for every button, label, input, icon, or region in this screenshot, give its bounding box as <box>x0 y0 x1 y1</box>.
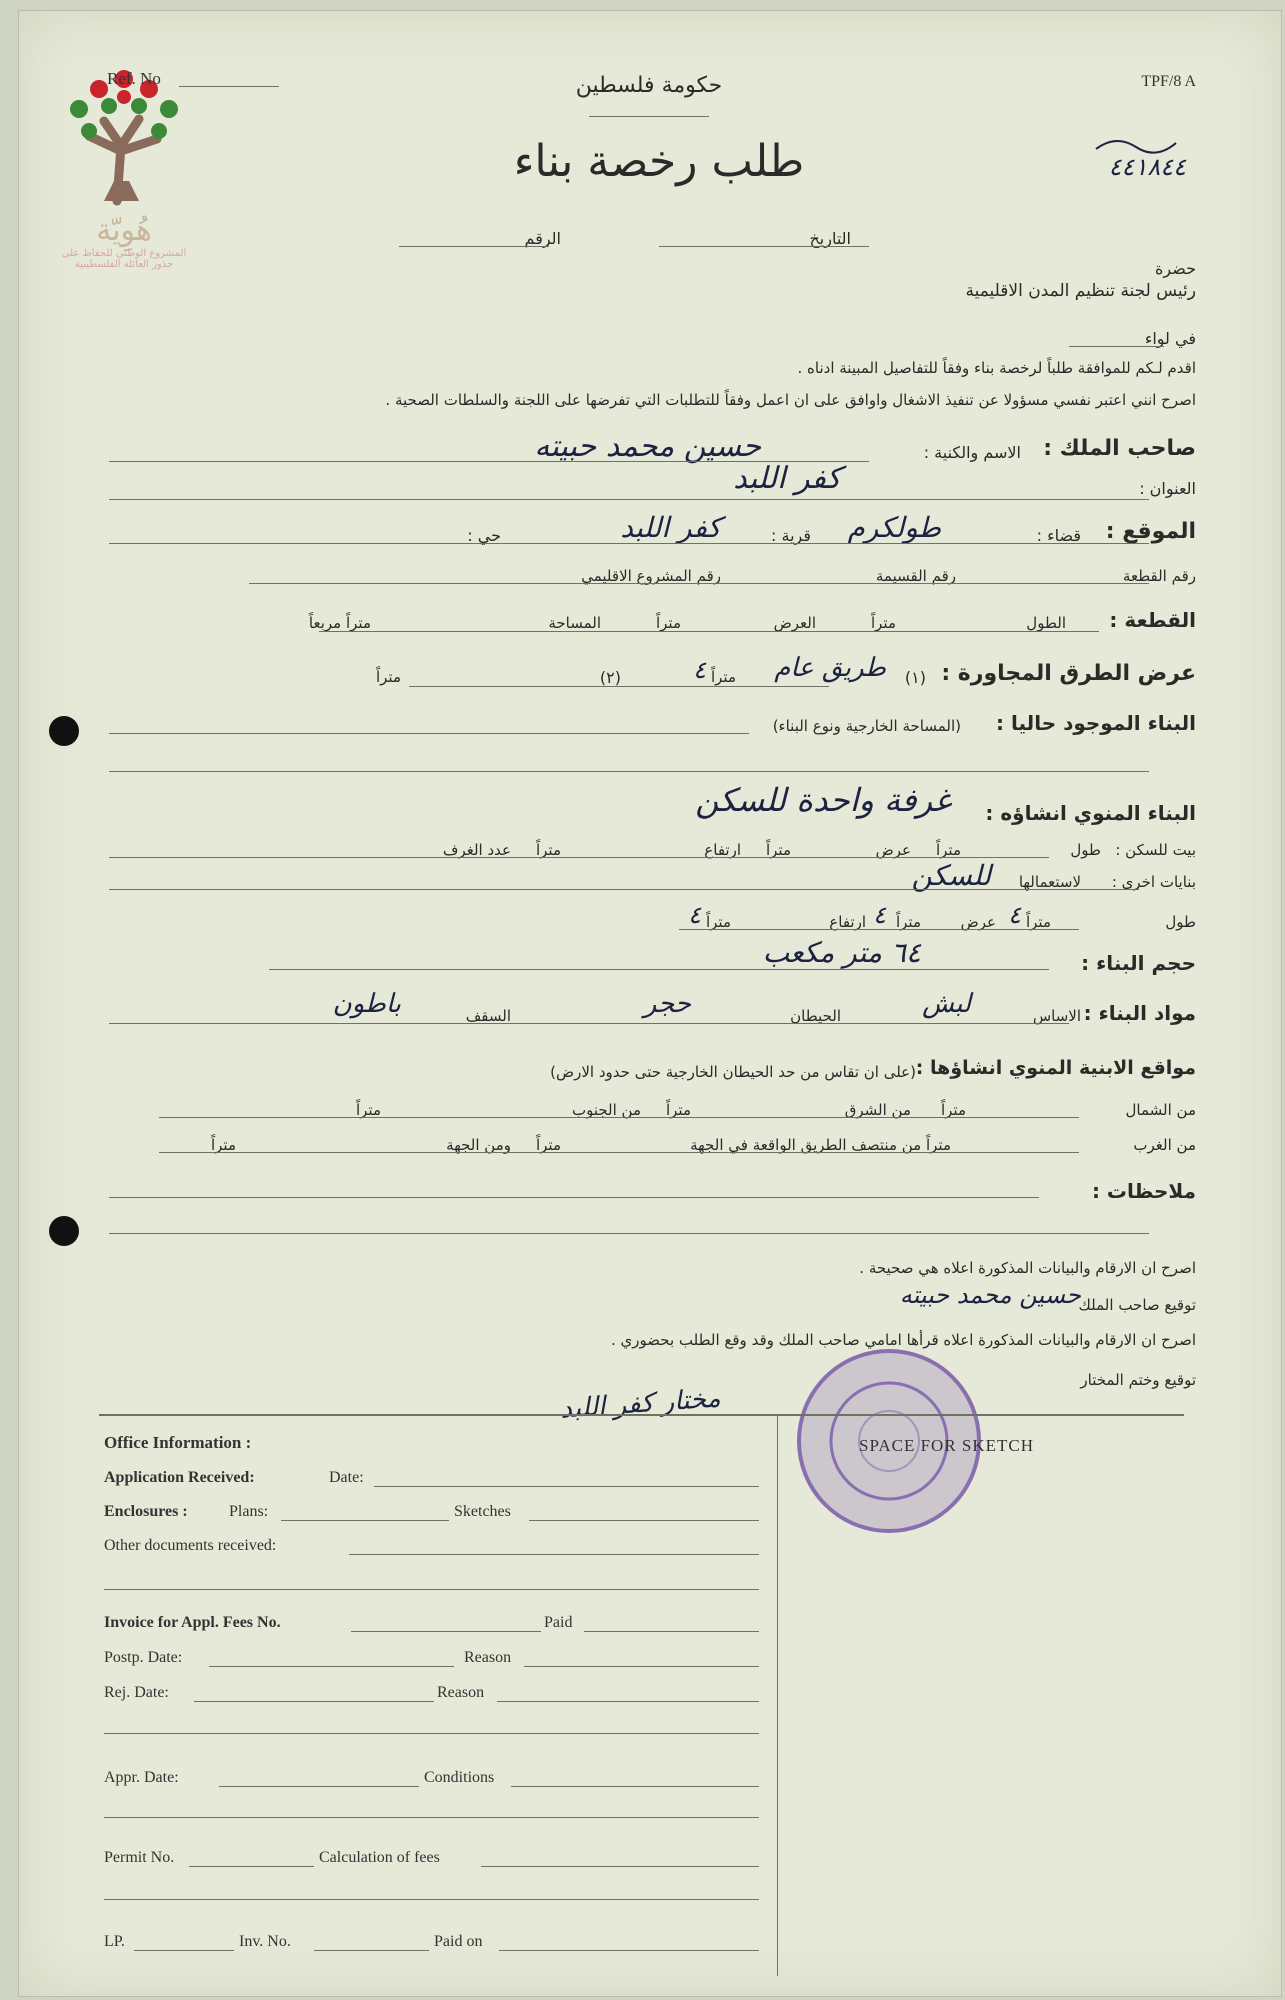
south-unit: متراً <box>355 1101 381 1119</box>
materials-line <box>109 1023 1069 1024</box>
form-sheet <box>18 10 1282 1997</box>
other-width-unit: متراً <box>895 913 921 931</box>
house-length-label: طول <box>1070 841 1101 859</box>
subdistrict-label: قضاء : <box>1036 526 1081 545</box>
plot-area-unit: متراً مربعاً <box>308 614 371 632</box>
plot-number-label: رقم القسيمة <box>875 567 956 585</box>
number-label: الرقم <box>524 229 561 248</box>
village-value: كفر اللبد <box>620 511 721 544</box>
roof-value: باطون <box>332 989 401 1019</box>
west-label: من الغرب <box>1133 1136 1196 1154</box>
owner-signature-label: توقيع صاحب الملك <box>1078 1296 1196 1314</box>
appr-label: Appr. Date: <box>104 1769 179 1786</box>
government-heading: حكومة فلسطين <box>575 73 723 98</box>
rooms-label: عدد الغرف <box>442 841 511 859</box>
sketches-label: Sketches <box>454 1503 511 1520</box>
other-length-label: طول <box>1165 913 1196 931</box>
house-line <box>109 857 1049 858</box>
east-unit: متراً <box>665 1101 691 1119</box>
other-dims-line <box>679 929 1079 930</box>
paid-line <box>584 1631 759 1632</box>
plot-length-label: الطول <box>1026 614 1066 632</box>
ref-line <box>179 86 279 87</box>
office-sep-2 <box>104 1733 759 1734</box>
other-docs-line <box>349 1554 759 1555</box>
office-heading: Office Information : <box>104 1433 252 1452</box>
road-1-unit: متراً <box>710 668 736 686</box>
plans-line <box>281 1520 449 1521</box>
road-1-label: (١) <box>904 668 926 687</box>
reason-label: Reason <box>464 1649 512 1666</box>
calc-line <box>481 1866 759 1867</box>
other-length-value: ٤ <box>1008 901 1021 929</box>
plot-width-label: العرض <box>773 614 816 632</box>
invoice-label: Invoice for Appl. Fees No. <box>104 1614 281 1631</box>
scheme-label: رقم المشروع الاقليمي <box>581 567 721 585</box>
village-label: قرية : <box>771 526 811 545</box>
rej-line <box>194 1701 434 1702</box>
road-center-label: متراً من منتصف الطريق الواقعة في الجهة <box>690 1136 951 1154</box>
paid-label: Paid <box>544 1614 573 1631</box>
permit-line <box>189 1866 314 1867</box>
owner-label: صاحب الملك : <box>1043 436 1196 461</box>
district-label: في لواء <box>1144 329 1196 348</box>
foundation-value: لبش <box>922 989 971 1019</box>
other-docs-label: Other documents received: <box>104 1537 277 1554</box>
remarks-line-1 <box>109 1197 1039 1198</box>
side-unit: متراً <box>210 1136 236 1154</box>
office-divider <box>777 1416 778 1976</box>
plot-area-label: المساحة <box>548 614 601 632</box>
appr-line <box>219 1786 419 1787</box>
volume-line <box>269 969 1049 970</box>
road-2-label: (٢) <box>599 668 621 687</box>
lp-line <box>134 1950 234 1951</box>
date-line <box>659 246 869 247</box>
plot-line <box>319 631 1099 632</box>
subdistrict-value: طولكرم <box>847 511 941 544</box>
paid-on-label: Paid on <box>434 1933 483 1950</box>
proposed-label: البناء المنوي انشاؤه : <box>985 801 1196 825</box>
north-label: من الشمال <box>1125 1101 1196 1119</box>
walls-value: حجر <box>643 989 691 1019</box>
reason2-line <box>497 1701 759 1702</box>
office-sep-1 <box>104 1589 759 1590</box>
form-title: طلب رخصة بناء <box>513 136 805 187</box>
conditions-line <box>511 1786 759 1787</box>
location-label: الموقع : <box>1105 519 1196 544</box>
owner-signature-value: حسين محمد حبيته <box>899 1281 1081 1309</box>
walls-label: الحيطان <box>790 1007 841 1025</box>
west-line <box>159 1152 1079 1153</box>
logo-line-2: جذور العائلة الفلسطينية <box>74 259 174 270</box>
mukhtar-signature: مختار كفر اللبد <box>559 1383 722 1425</box>
plot-length-unit: متراً <box>870 614 896 632</box>
file-number: ٤٤١٨٤٤ <box>1108 153 1186 181</box>
ref-label: Ref. No <box>107 69 161 88</box>
west-unit: متراً <box>535 1136 561 1154</box>
foundation-label: الاساس <box>1032 1007 1081 1025</box>
mukhtar-label: توقيع وختم المختار <box>1080 1371 1196 1389</box>
materials-label: مواد البناء : <box>1083 1001 1196 1025</box>
postp-label: Postp. Date: <box>104 1649 183 1666</box>
volume-label: حجم البناء : <box>1081 951 1196 975</box>
district-line <box>1069 346 1164 347</box>
office-sep-3 <box>104 1817 759 1818</box>
house-length-unit: متراً <box>935 841 961 859</box>
intro-line-2: اصرح انني اعتبر نفسي مسؤولا عن تنفيذ الاشغال واوافق على ان اعمل وفقاً للتطلبات التي تفرضها على اللجنة والسلطات الصحية . <box>385 391 1196 409</box>
quarter-label: حي : <box>467 526 501 545</box>
east-label: من الشرق <box>844 1101 911 1119</box>
postp-line <box>209 1666 454 1667</box>
existing-line-1 <box>109 733 749 734</box>
enclosures-label: Enclosures : <box>104 1503 188 1520</box>
house-width-unit: متراً <box>765 841 791 859</box>
plans-label: Plans: <box>229 1503 269 1520</box>
invoice-line <box>351 1631 541 1632</box>
remarks-line-2 <box>109 1233 1149 1234</box>
inv-line <box>314 1950 429 1951</box>
lp-label: LP. <box>104 1933 125 1950</box>
setbacks-note: (على ان تقاس من حد الحيطان الخارجية حتى حدود الارض) <box>550 1063 916 1081</box>
road-2-unit: متراً <box>375 668 401 686</box>
other-height-label: ارتفاع <box>829 913 866 931</box>
north-east-south-line <box>159 1117 1079 1118</box>
plot-label: القطعة : <box>1109 608 1196 632</box>
sketches-line <box>529 1520 759 1521</box>
side-label: ومن الجهة <box>446 1136 511 1154</box>
other-width-label: عرض <box>960 913 996 931</box>
calc-label: Calculation of fees <box>319 1849 440 1866</box>
setbacks-label: مواقع الابنية المنوي انشاؤها : <box>915 1057 1196 1079</box>
address-label: العنوان : <box>1139 479 1196 498</box>
intro-line-1: اقدم لـكم للموافقة طلباً لرخصة بناء وفقاً للتفاصيل المبينة ادناه . <box>797 359 1196 377</box>
received-date-label: Date: <box>329 1469 364 1486</box>
conditions-label: Conditions <box>424 1769 495 1786</box>
other-line <box>109 889 1139 890</box>
parcel-label: رقم القطعة <box>1122 567 1196 585</box>
plot-width-unit: متراً <box>655 614 681 632</box>
location-line <box>109 543 1149 544</box>
road-1-value: طريق عام <box>774 653 886 683</box>
salutation: حضرة <box>1155 259 1196 278</box>
heading-underline <box>589 116 709 117</box>
volume-value: ٦٤ متر مكعب <box>762 936 921 969</box>
punch-hole-bottom <box>49 1216 79 1246</box>
address-line <box>109 499 1149 500</box>
rej-label: Rej. Date: <box>104 1684 169 1701</box>
inv-label: Inv. No. <box>239 1933 291 1950</box>
other-height-value: ٤ <box>688 901 701 929</box>
parcel-line <box>249 583 1149 584</box>
other-height-unit: متراً <box>705 913 731 931</box>
other-width-value: ٤ <box>873 901 886 929</box>
proposed-value: غرفة واحدة للسكن <box>695 781 951 819</box>
permit-label: Permit No. <box>104 1849 175 1866</box>
form-code: TPF/8 A <box>1141 73 1196 90</box>
existing-note: (المساحة الخارجية ونوع البناء) <box>772 717 961 735</box>
reason-line <box>524 1666 759 1667</box>
road-1-width: ٤ <box>693 656 706 684</box>
number-line <box>399 246 549 247</box>
roads-label: عرض الطرق المجاورة : <box>941 661 1196 686</box>
received-label: Application Received: <box>104 1469 255 1486</box>
other-length-unit: متراً <box>1025 913 1051 931</box>
owner-name-label: الاسم والكنية : <box>923 443 1021 462</box>
roof-label: السقف <box>465 1007 511 1025</box>
house-width-label: عرض <box>875 841 911 859</box>
existing-label: البناء الموجود حاليا : <box>996 711 1196 735</box>
declaration-line-1: اصرح ان الارقام والبيانات المذكورة اعلاه هي صحيحة . <box>859 1259 1196 1277</box>
date-label: التاريخ <box>809 229 851 248</box>
other-buildings-label: بنايات اخرى : <box>1111 873 1196 891</box>
south-label: من الجنوب <box>571 1101 641 1119</box>
house-label: بيت للسكن : <box>1115 841 1196 859</box>
received-date-line <box>374 1486 759 1487</box>
handwritten-mark-icon <box>1091 129 1181 159</box>
sketch-label: SPACE FOR SKETCH <box>859 1436 1035 1455</box>
reason2-label: Reason <box>437 1684 485 1701</box>
remarks-label: ملاحظات : <box>1091 1179 1196 1203</box>
logo-name: هُوِيّة <box>96 213 152 248</box>
office-sep-4 <box>104 1899 759 1900</box>
north-unit: متراً <box>940 1101 966 1119</box>
house-height-label: ارتفاع <box>704 841 741 859</box>
logo-line-1: المشروع الوطني للحفاظ على <box>61 248 187 259</box>
existing-line-2 <box>109 771 1149 772</box>
house-height-unit: متراً <box>535 841 561 859</box>
addressee-title: رئيس لجنة تنظيم المدن الاقليمية <box>965 281 1196 301</box>
roads-line <box>409 686 829 687</box>
office-top-rule <box>99 1414 1184 1416</box>
address-value: كفر اللبد <box>733 461 841 496</box>
use-value: للسكن <box>911 859 991 892</box>
use-label: لاستعمالها <box>1018 873 1081 891</box>
paid-on-line <box>499 1950 759 1951</box>
declaration-line-2: اصرح ان الارقام والبيانات المذكورة اعلاه قرأها امامي صاحب الملك وقد وقع الطلب بحضوري . <box>611 1331 1196 1349</box>
owner-name-value: حسين محمد حبيته <box>534 429 761 464</box>
punch-hole-top <box>49 716 79 746</box>
